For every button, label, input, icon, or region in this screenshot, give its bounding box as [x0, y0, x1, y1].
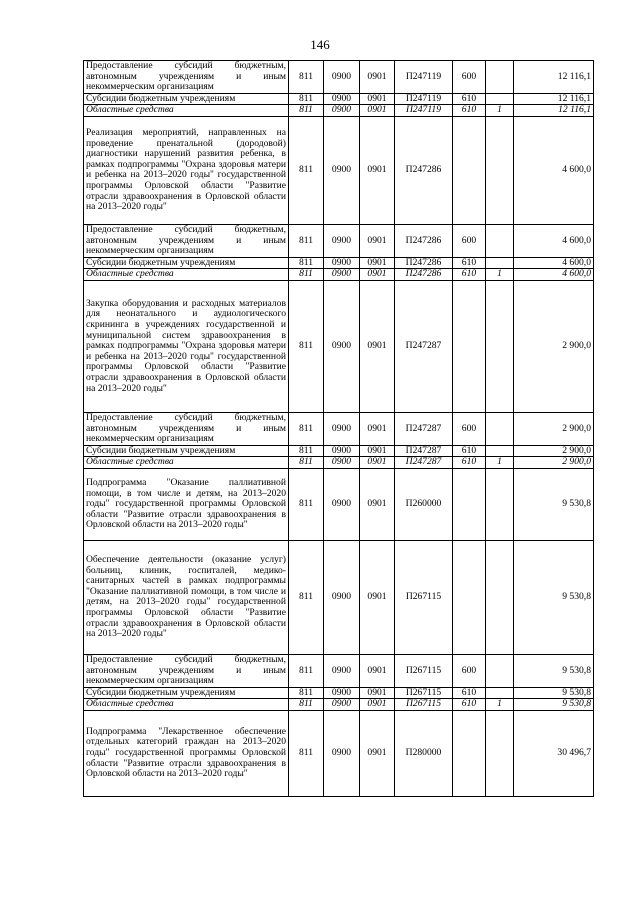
subsection-code-cell: 0901: [360, 412, 395, 445]
row-name-cell: Реализация мероприятий, направленных на проведение пренатальной (дородовой) диагностики нарушений развития ребенка, в рамках подпрограммы "Охрана здоровья матери и ребенка на 2013–2020 годы" государственной программы Орловской области "Развитие отрасли здравоохранения в Орловской области на 2013–2020 годы": [84, 116, 289, 224]
row-name-cell: Областные средства: [84, 699, 289, 711]
subsection-code-cell: 0901: [360, 224, 395, 257]
ministry-code-cell: 811: [289, 224, 324, 257]
subsection-code-cell: 0901: [360, 257, 395, 269]
amount-cell: 2 900,0: [514, 412, 594, 445]
target-article-cell: П267115: [395, 699, 453, 711]
ministry-code-cell: 811: [289, 61, 324, 94]
ministry-code-cell: 811: [289, 257, 324, 269]
amount-cell: 2 900,0: [514, 280, 594, 412]
expense-type-cell: [453, 280, 486, 412]
subsection-code-cell: 0901: [360, 116, 395, 224]
ministry-code-cell: 811: [289, 116, 324, 224]
amount-cell: 12 116,1: [514, 105, 594, 117]
expense-type-cell: 610: [453, 269, 486, 281]
subsection-code-cell: 0901: [360, 699, 395, 711]
section-code-cell: 0900: [324, 445, 360, 457]
funding-source-cell: [486, 116, 514, 224]
section-code-cell: 0900: [324, 269, 360, 281]
table-row: [84, 105, 594, 117]
expense-type-cell: [453, 540, 486, 654]
section-code-cell: 0900: [324, 224, 360, 257]
amount-cell: 9 530,8: [514, 687, 594, 699]
amount-cell: 30 496,7: [514, 710, 594, 796]
row-name-cell: Областные средства: [84, 269, 289, 281]
ministry-code-cell: 811: [289, 468, 324, 540]
table-row: [84, 710, 594, 796]
ministry-code-cell: 811: [289, 687, 324, 699]
funding-source-cell: [486, 687, 514, 699]
row-name-cell: Предоставление субсидий бюджетным, автономным учреждениям и иным некоммерческим организациям: [84, 412, 289, 445]
expense-type-cell: 600: [453, 412, 486, 445]
amount-cell: 9 530,8: [514, 654, 594, 687]
section-code-cell: 0900: [324, 105, 360, 117]
expense-type-cell: 610: [453, 257, 486, 269]
funding-source-cell: 1: [486, 269, 514, 281]
target-article-cell: П247286: [395, 116, 453, 224]
page-number: 146: [310, 37, 330, 52]
funding-source-cell: [486, 280, 514, 412]
target-article-cell: П267115: [395, 540, 453, 654]
target-article-cell: П247119: [395, 105, 453, 117]
ministry-code-cell: 811: [289, 269, 324, 281]
funding-source-cell: 1: [486, 105, 514, 117]
ministry-code-cell: 811: [289, 105, 324, 117]
ministry-code-cell: 811: [289, 412, 324, 445]
section-code-cell: 0900: [324, 257, 360, 269]
ministry-code-cell: 811: [289, 280, 324, 412]
funding-source-cell: [486, 468, 514, 540]
section-code-cell: 0900: [324, 280, 360, 412]
amount-cell: 9 530,8: [514, 699, 594, 711]
ministry-code-cell: 811: [289, 457, 324, 469]
subsection-code-cell: 0901: [360, 654, 395, 687]
table-row: [84, 116, 594, 224]
funding-source-cell: 1: [486, 699, 514, 711]
funding-source-cell: [486, 412, 514, 445]
amount-cell: 2 900,0: [514, 457, 594, 469]
subsection-code-cell: 0901: [360, 269, 395, 281]
table-row: [84, 61, 594, 94]
row-name-cell: Областные средства: [84, 105, 289, 117]
row-name-cell: Субсидии бюджетным учреждениям: [84, 445, 289, 457]
table-row: [84, 269, 594, 281]
table-row: [84, 224, 594, 257]
subsection-code-cell: 0901: [360, 540, 395, 654]
table-row: [84, 699, 594, 711]
ministry-code-cell: 811: [289, 93, 324, 105]
row-name-cell: Областные средства: [84, 457, 289, 469]
target-article-cell: П247119: [395, 93, 453, 105]
expense-type-cell: 600: [453, 654, 486, 687]
section-code-cell: 0900: [324, 457, 360, 469]
section-code-cell: 0900: [324, 710, 360, 796]
amount-cell: 9 530,8: [514, 540, 594, 654]
row-name-cell: Подпрограмма "Лекарственное обеспечение отдельных категорий граждан на 2013–2020 годы" государственной программы Орловской области "Развитие отрасли здравоохранения в Орловской области на 2013–2020 годы": [84, 710, 289, 796]
section-code-cell: 0900: [324, 93, 360, 105]
amount-cell: 9 530,8: [514, 468, 594, 540]
row-name-cell: Предоставление субсидий бюджетным, автономным учреждениям и иным некоммерческим организациям: [84, 224, 289, 257]
target-article-cell: П247119: [395, 61, 453, 94]
amount-cell: 2 900,0: [514, 445, 594, 457]
table-row: [84, 457, 594, 469]
table-row: [84, 412, 594, 445]
expense-type-cell: 610: [453, 687, 486, 699]
amount-cell: 12 116,1: [514, 93, 594, 105]
section-code-cell: 0900: [324, 468, 360, 540]
budget-table-body: [84, 61, 594, 797]
expense-type-cell: [453, 468, 486, 540]
target-article-cell: П247287: [395, 280, 453, 412]
funding-source-cell: 1: [486, 457, 514, 469]
subsection-code-cell: 0901: [360, 457, 395, 469]
expense-type-cell: 610: [453, 457, 486, 469]
expense-type-cell: 610: [453, 445, 486, 457]
funding-source-cell: [486, 93, 514, 105]
section-code-cell: 0900: [324, 699, 360, 711]
target-article-cell: П280000: [395, 710, 453, 796]
subsection-code-cell: 0901: [360, 468, 395, 540]
section-code-cell: 0900: [324, 412, 360, 445]
row-name-cell: Субсидии бюджетным учреждениям: [84, 93, 289, 105]
amount-cell: 4 600,0: [514, 269, 594, 281]
subsection-code-cell: 0901: [360, 445, 395, 457]
row-name-cell: Закупка оборудования и расходных материалов для неонатального и аудиологического скрининга в учреждениях государственной и муниципальной систем здравоохранения в рамках подпрограммы "Охрана здоровья матери и ребенка на 2013–2020 годы" государственной программы Орловской области "Развитие отрасли здравоохранения в Орловской области на 2013–2020 годы": [84, 280, 289, 412]
ministry-code-cell: 811: [289, 540, 324, 654]
target-article-cell: П260000: [395, 468, 453, 540]
ministry-code-cell: 811: [289, 654, 324, 687]
section-code-cell: 0900: [324, 61, 360, 94]
expense-type-cell: 610: [453, 105, 486, 117]
target-article-cell: П247287: [395, 412, 453, 445]
funding-source-cell: [486, 445, 514, 457]
subsection-code-cell: 0901: [360, 710, 395, 796]
target-article-cell: П267115: [395, 687, 453, 699]
ministry-code-cell: 811: [289, 445, 324, 457]
table-row: [84, 93, 594, 105]
funding-source-cell: [486, 61, 514, 94]
table-row: [84, 280, 594, 412]
ministry-code-cell: 811: [289, 699, 324, 711]
subsection-code-cell: 0901: [360, 105, 395, 117]
table-row: [84, 540, 594, 654]
amount-cell: 4 600,0: [514, 224, 594, 257]
expense-type-cell: 600: [453, 224, 486, 257]
subsection-code-cell: 0901: [360, 280, 395, 412]
row-name-cell: Предоставление субсидий бюджетным, автономным учреждениям и иным некоммерческим организациям: [84, 61, 289, 94]
expense-type-cell: [453, 116, 486, 224]
ministry-code-cell: 811: [289, 710, 324, 796]
subsection-code-cell: 0901: [360, 687, 395, 699]
table-row: [84, 468, 594, 540]
subsection-code-cell: 0901: [360, 61, 395, 94]
target-article-cell: П247286: [395, 224, 453, 257]
section-code-cell: 0900: [324, 540, 360, 654]
funding-source-cell: [486, 257, 514, 269]
target-article-cell: П267115: [395, 654, 453, 687]
target-article-cell: П247287: [395, 457, 453, 469]
section-code-cell: 0900: [324, 687, 360, 699]
funding-source-cell: [486, 654, 514, 687]
table-row: [84, 445, 594, 457]
funding-source-cell: [486, 540, 514, 654]
target-article-cell: П247286: [395, 257, 453, 269]
budget-table: [83, 60, 594, 797]
row-name-cell: Подпрограмма "Оказание паллиативной помощи, в том числе и детям, на 2013–2020 годы" государственной программы Орловской области "Развитие отрасли здравоохранения в Орловской области на 2013–2020 годы": [84, 468, 289, 540]
amount-cell: 4 600,0: [514, 116, 594, 224]
amount-cell: 12 116,1: [514, 61, 594, 94]
table-row: [84, 654, 594, 687]
section-code-cell: 0900: [324, 116, 360, 224]
row-name-cell: Предоставление субсидий бюджетным, автономным учреждениям и иным некоммерческим организациям: [84, 654, 289, 687]
target-article-cell: П247286: [395, 269, 453, 281]
section-code-cell: 0900: [324, 654, 360, 687]
expense-type-cell: [453, 710, 486, 796]
subsection-code-cell: 0901: [360, 93, 395, 105]
expense-type-cell: 600: [453, 61, 486, 94]
funding-source-cell: [486, 224, 514, 257]
funding-source-cell: [486, 710, 514, 796]
row-name-cell: Обеспечение деятельности (оказание услуг) больниц, клиник, госпиталей, медико-санитарных частей в рамках подпрограммы "Оказание паллиативной помощи, в том числе и детям, на 2013–2020 годы" государственной программы Орловской области "Развитие отрасли здравоохранения в Орловской области на 2013–2020 годы": [84, 540, 289, 654]
expense-type-cell: 610: [453, 699, 486, 711]
target-article-cell: П247287: [395, 445, 453, 457]
amount-cell: 4 600,0: [514, 257, 594, 269]
row-name-cell: Субсидии бюджетным учреждениям: [84, 687, 289, 699]
table-row: [84, 687, 594, 699]
expense-type-cell: 610: [453, 93, 486, 105]
row-name-cell: Субсидии бюджетным учреждениям: [84, 257, 289, 269]
table-row: [84, 257, 594, 269]
